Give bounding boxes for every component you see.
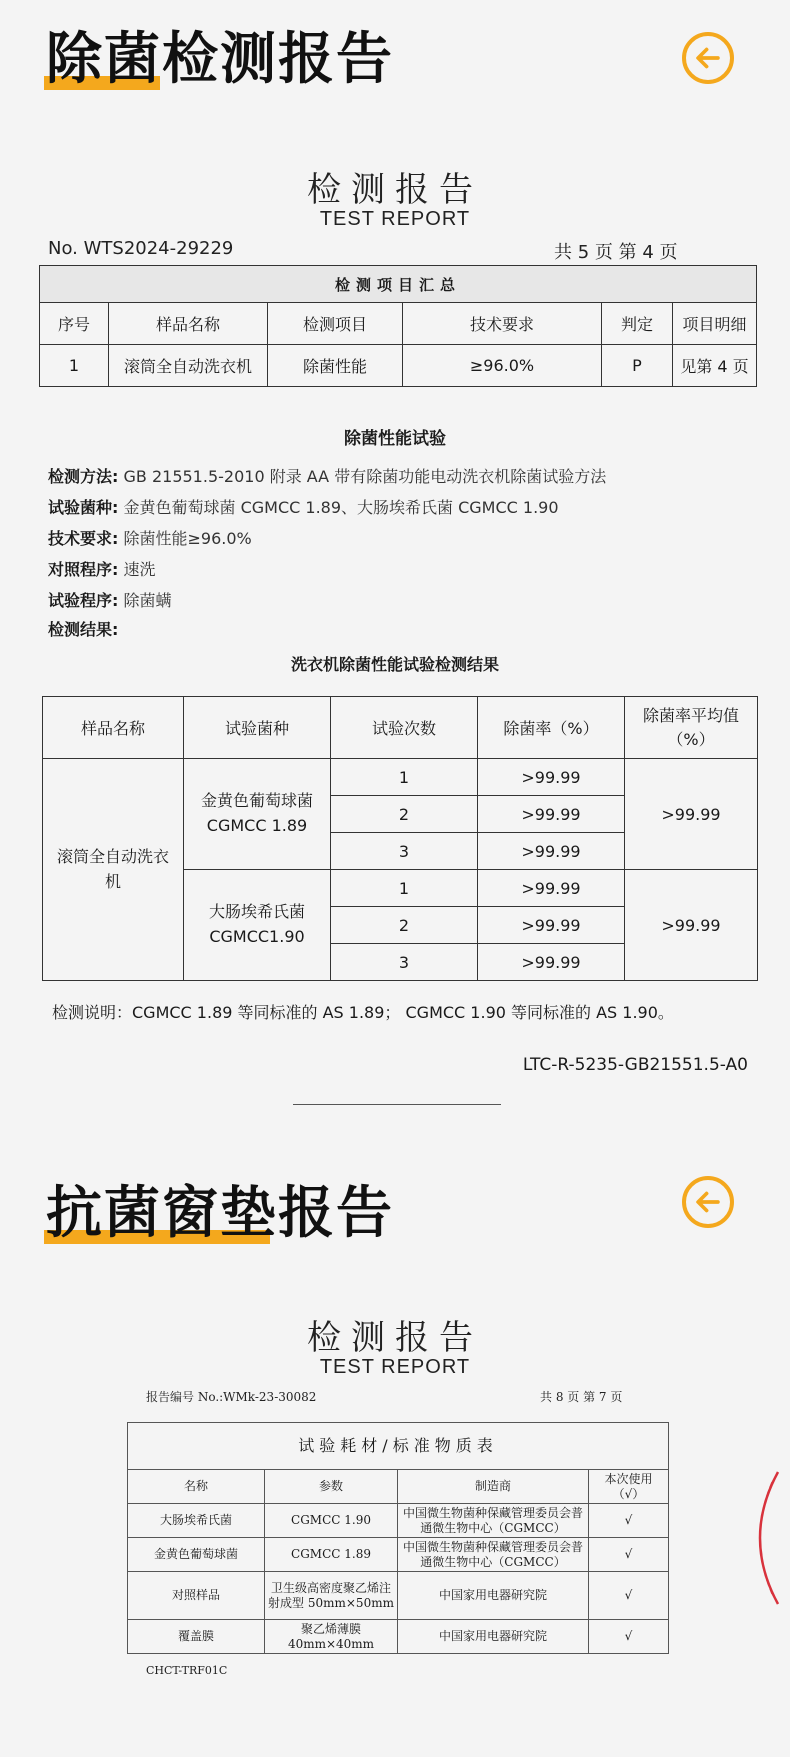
info-label: 检测方法: [48, 467, 119, 486]
form-code: CHCT-TRF01C [146, 1664, 228, 1677]
run-cell: 3 [331, 833, 478, 870]
info-value: 金黄色葡萄球菌 CGMCC 1.89、大肠埃希氏菌 CGMCC 1.90 [123, 498, 559, 517]
table-cell: √ [589, 1538, 669, 1572]
test-title: 除菌性能试验 [344, 429, 446, 449]
page-info: 共 8 页 第 7 页 [540, 1390, 623, 1404]
table-cell: √ [589, 1620, 669, 1654]
table-cell: 金黄色葡萄球菌 [128, 1538, 265, 1572]
arrow-left-circle-icon [691, 1185, 725, 1219]
col-header: 除菌率（%） [478, 697, 625, 759]
table-row [128, 1620, 669, 1654]
col-header: 序号 [40, 303, 109, 345]
avg-cell: >99.99 [625, 870, 758, 981]
strain-cell: 大肠埃希氏菌 CGMCC1.90 [184, 870, 331, 981]
col-header: 制造商 [398, 1470, 589, 1504]
info-value: 除菌螨 [123, 591, 172, 610]
col-header: 本次使用（√） [589, 1470, 669, 1504]
table-cell: 大肠埃希氏菌 [128, 1504, 265, 1538]
col-header: 名称 [128, 1470, 265, 1504]
rate-cell: >99.99 [478, 759, 625, 796]
table-cell: 中国家用电器研究院 [398, 1620, 589, 1654]
table-row [128, 1572, 669, 1620]
table-cell: 除菌性能 [268, 345, 403, 387]
report-number: No. WTS2024-29229 [48, 238, 234, 259]
info-strains [48, 495, 559, 518]
back-button[interactable] [682, 1176, 734, 1228]
col-header: 项目明细 [673, 303, 757, 345]
document-title: 检测报告 [307, 170, 483, 210]
info-control-program [48, 557, 156, 580]
table-cell: CGMCC 1.90 [265, 1504, 398, 1538]
info-label: 试验菌种: [48, 498, 119, 517]
strain-cell: 金黄色葡萄球菌 CGMCC 1.89 [184, 759, 331, 870]
run-cell: 1 [331, 759, 478, 796]
table-cell: 中国微生物菌种保藏管理委员会普通微生物中心（CGMCC） [398, 1504, 589, 1538]
page-info: 共 5 页 第 4 页 [554, 242, 678, 263]
table-cell: 聚乙烯薄膜 40mm×40mm [265, 1620, 398, 1654]
info-label: 试验程序: [48, 591, 119, 610]
section-heading: 除菌检测报告 [46, 27, 394, 92]
table-header-row [128, 1470, 669, 1504]
table-row [128, 1538, 669, 1572]
run-cell: 3 [331, 944, 478, 981]
materials-table [127, 1422, 669, 1654]
results-table [42, 696, 758, 981]
run-cell: 2 [331, 907, 478, 944]
materials-table-caption: 试验耗材/标准物质表 [128, 1423, 669, 1470]
table-cell: 见第 4 页 [673, 345, 757, 387]
col-header: 判定 [602, 303, 673, 345]
info-value: 除菌性能≥96.0% [123, 529, 252, 548]
col-header: 参数 [265, 1470, 398, 1504]
info-requirement [48, 526, 252, 549]
info-label: 技术要求: [48, 529, 119, 548]
document-title: 检测报告 [307, 1318, 483, 1358]
summary-table [39, 265, 757, 387]
table-cell: P [602, 345, 673, 387]
document-subtitle: TEST REPORT [319, 208, 471, 230]
info-value: GB 21551.5-2010 附录 AA 带有除菌功能电动洗衣机除菌试验方法 [123, 467, 607, 486]
info-result [48, 617, 118, 640]
col-header: 除菌率平均值（%） [625, 697, 758, 759]
table-header-row [40, 303, 757, 345]
table-row [40, 345, 757, 387]
rate-cell: >99.99 [478, 944, 625, 981]
section-heading: 抗菌窗垫报告 [46, 1181, 394, 1246]
table-cell: 覆盖膜 [128, 1620, 265, 1654]
rate-cell: >99.99 [478, 833, 625, 870]
table-row [128, 1504, 669, 1538]
rate-cell: >99.99 [478, 870, 625, 907]
sample-name-cell: 滚筒全自动洗衣机 [43, 759, 184, 981]
test-note: 检测说明：CGMCC 1.89 等同标准的 AS 1.89； CGMCC 1.90 等同标准的 AS 1.90。 [52, 1003, 674, 1022]
table-header-row [43, 697, 758, 759]
info-value: 速洗 [123, 560, 156, 579]
info-method [48, 464, 606, 487]
col-header: 试验菌种 [184, 697, 331, 759]
col-header: 试验次数 [331, 697, 478, 759]
results-title: 洗衣机除菌性能试验检测结果 [290, 655, 499, 674]
divider [293, 1104, 501, 1105]
red-seal-stamp-icon [734, 1468, 780, 1608]
table-cell: 滚筒全自动洗衣机 [109, 345, 268, 387]
report-number: 报告编号 No.:WMk-23-30082 [146, 1390, 317, 1404]
table-cell: ≥96.0% [403, 345, 602, 387]
avg-cell: >99.99 [625, 759, 758, 870]
col-header: 样品名称 [43, 697, 184, 759]
rate-cell: >99.99 [478, 907, 625, 944]
col-header: 检测项目 [268, 303, 403, 345]
info-label: 对照程序: [48, 560, 119, 579]
run-cell: 2 [331, 796, 478, 833]
table-cell: CGMCC 1.89 [265, 1538, 398, 1572]
run-cell: 1 [331, 870, 478, 907]
table-row [43, 759, 758, 796]
table-cell: 中国家用电器研究院 [398, 1572, 589, 1620]
info-test-program [48, 588, 172, 611]
info-label: 检测结果: [48, 620, 119, 639]
col-header: 样品名称 [109, 303, 268, 345]
table-cell: √ [589, 1504, 669, 1538]
table-cell: 卫生级高密度聚乙烯注射成型 50mm×50mm [265, 1572, 398, 1620]
summary-table-caption: 检测项目汇总 [40, 266, 757, 303]
arrow-left-circle-icon [691, 41, 725, 75]
table-cell: 中国微生物菌种保藏管理委员会普通微生物中心（CGMCC） [398, 1538, 589, 1572]
document-subtitle: TEST REPORT [319, 1356, 471, 1378]
rate-cell: >99.99 [478, 796, 625, 833]
col-header: 技术要求 [403, 303, 602, 345]
report-code: LTC-R-5235-GB21551.5-A0 [522, 1055, 748, 1075]
table-cell: 1 [40, 345, 109, 387]
back-button[interactable] [682, 32, 734, 84]
table-cell: √ [589, 1572, 669, 1620]
table-cell: 对照样品 [128, 1572, 265, 1620]
